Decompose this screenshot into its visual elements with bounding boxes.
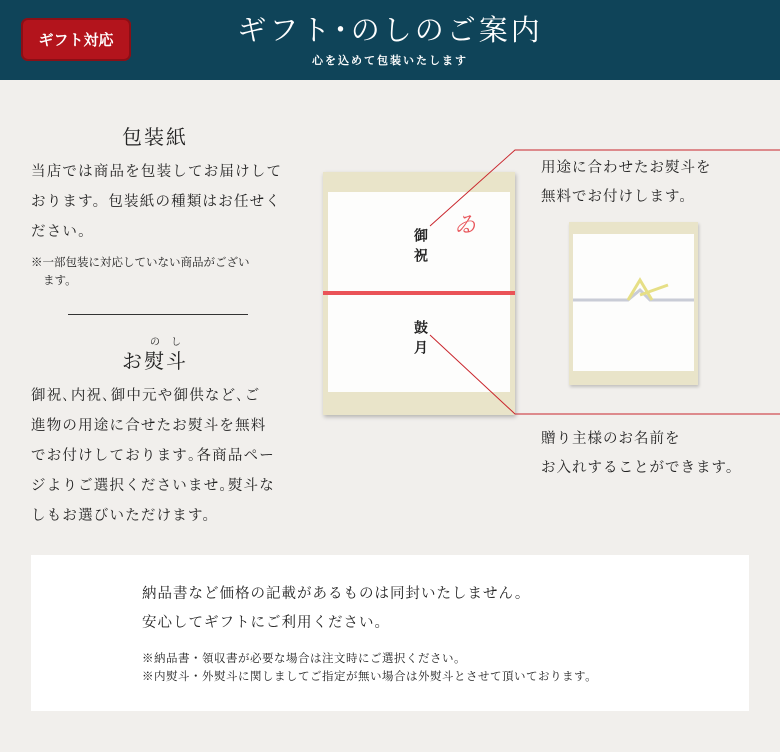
wrapping-note-line: ※一部包装に対応していない商品がござい: [31, 255, 250, 269]
notice-note: ※納品書・領収書が必要な場合は注文時にご選択ください。: [142, 651, 466, 665]
gift-badge: ギフト対応: [21, 18, 131, 61]
wrapping-heading: 包装紙: [122, 125, 188, 149]
noshi-ruby: のし: [150, 337, 192, 348]
callout-name: [541, 425, 741, 483]
noshi-purpose-label: 御祝: [412, 228, 428, 268]
page-subtitle: 心を込めて包装いたします: [312, 54, 468, 67]
callout-noshi: [541, 154, 712, 212]
wrapping-line: 当店では商品を包装してお届けして: [31, 164, 283, 180]
noshi-line: でお付けしております｡各商品ペー: [31, 448, 275, 464]
wrapping-note-line: ます。: [43, 273, 77, 287]
notice-note: ※内熨斗・外熨斗に関しましてご指定が無い場合は外熨斗とさせて頂いております。: [142, 669, 598, 683]
page-title: ギフト･のしのご案内: [237, 13, 543, 47]
noshi-line: しもお選びいただけます。: [31, 508, 219, 524]
notice-line: 安心してギフトにご利用ください。: [142, 615, 390, 631]
noshi-name-label: 鼓月: [412, 320, 428, 360]
wrapping-line: おります。包装紙の種類はお任せく: [31, 194, 282, 210]
callout-line: 無料でお付けします。: [541, 189, 695, 205]
callout-line: 贈り主様のお名前を: [541, 431, 681, 447]
noshi-heading: お熨斗: [122, 349, 188, 373]
wrapping-line: ださい。: [31, 224, 94, 240]
notice-main: [142, 580, 530, 638]
noshi-line: 進物の用途に合せたお熨斗を無料: [31, 418, 267, 434]
noshi-line: 御祝､内祝､御中元や御供など､ご: [31, 388, 261, 404]
noshi-ornament-icon: ゐ: [454, 213, 477, 238]
notice-line: 納品書など価格の記載があるものは同封いたしません。: [142, 586, 531, 602]
callout-line: お入れすることができます。: [541, 460, 742, 476]
noshi-line: ジよりご選択くださいませ｡熨斗な: [31, 478, 275, 494]
notice-notes: [142, 649, 597, 685]
callout-line: 用途に合わせたお熨斗を: [541, 160, 712, 176]
